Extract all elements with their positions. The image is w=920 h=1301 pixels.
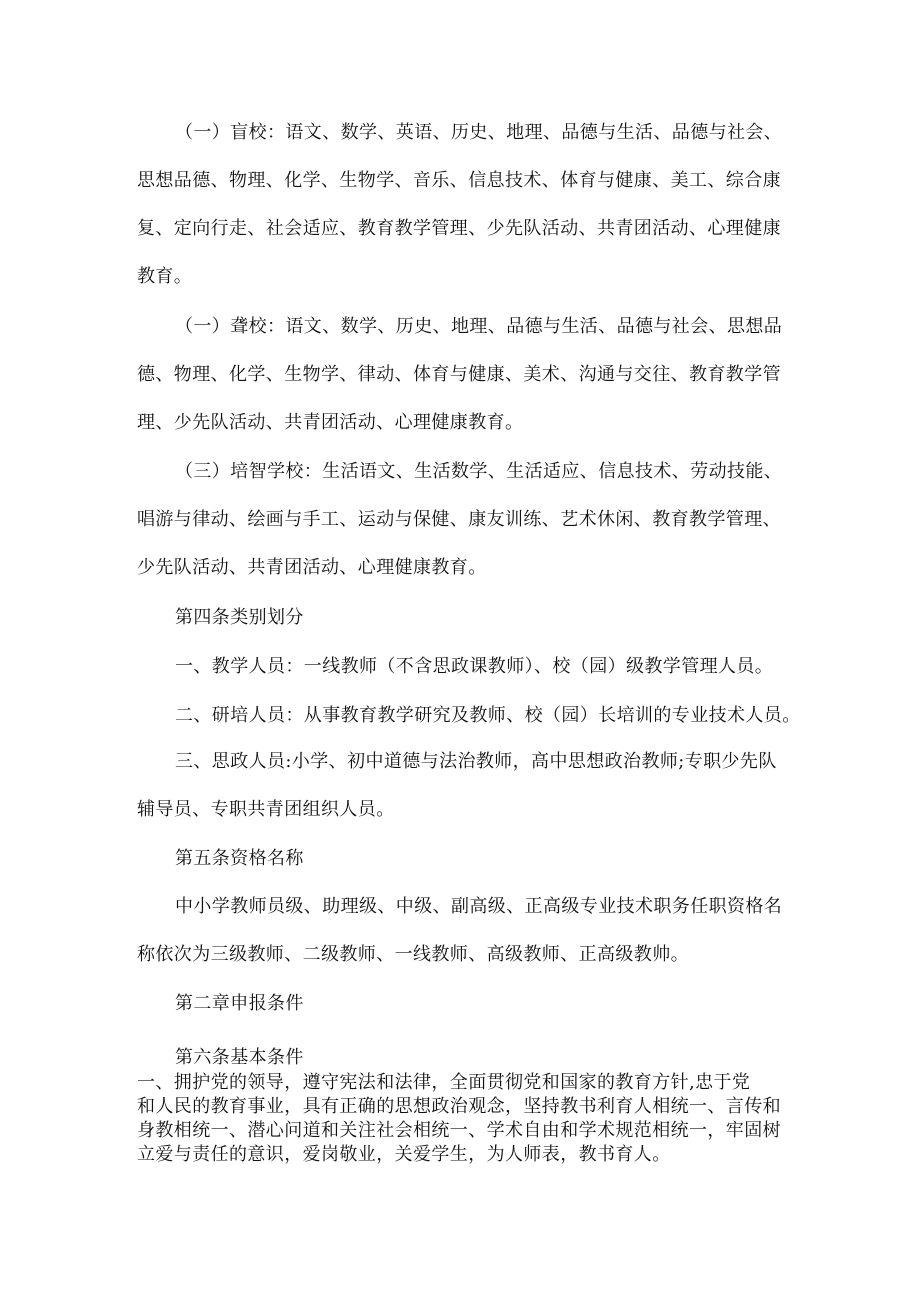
- article-6-item-1-line-2: 和人民的教育事业，具有正确的思想政治观念，坚持教书利育人相统一、言传和: [137, 1096, 781, 1117]
- article-4-heading: 第四条类别划分: [175, 607, 304, 628]
- paragraph-deaf-school-line-1: （一）聋校：语文、数学、历史、地理、品德与生活、品德与社会、思想品: [175, 316, 783, 337]
- paragraph-special-school-line-1: （三）培智学校：生活语文、生活数学、生活适应、信息技术、劳动技能、: [175, 461, 783, 482]
- paragraph-blind-school-line-4: 教育。: [137, 266, 193, 287]
- paragraph-deaf-school-line-3: 理、少先队活动、共青团活动、心理健康教育。: [137, 412, 524, 433]
- chapter-2-heading: 第二章申报条件: [175, 993, 304, 1014]
- article-4-item-3-line-1: 三、思政人员:小学、初中道德与法治教师，高中思想政治教师;专职少先队: [175, 751, 777, 772]
- article-4-item-3-line-2: 辅导员、专职共青团组织人员。: [137, 799, 395, 820]
- article-5-text-line-1: 中小学教师员级、助理级、中级、副高级、正高级专业技术职务任职资格名: [175, 896, 783, 917]
- article-4-item-1: 一、教学人员：一线教师（不含思政课教师）、校（园）级教学管理人员。: [175, 656, 774, 677]
- paragraph-special-school-line-3: 少先队活动、共青团活动、心理健康教育。: [137, 557, 487, 578]
- article-6-item-1-line-1: 一、拥护党的领导，遵守宪法和法律，全面贯彻党和国家的教育方针,忠于党: [137, 1072, 751, 1093]
- paragraph-deaf-school-line-2: 德、物理、化学、生物学、律动、体育与健康、美术、沟通与交往、教育教学管: [137, 364, 781, 385]
- paragraph-blind-school-line-3: 复、定向行走、社会适应、教育教学管理、少先队活动、共青团活动、心理健康: [137, 218, 781, 239]
- paragraph-special-school-line-2: 唱游与律动、绘画与手工、运动与保健、康友训练、艺术休闲、教育教学管理、: [137, 509, 781, 530]
- article-6-item-1-line-4: 立爱与责任的意识，爱岗敬业，关爱学生，为人师表，教书育人。: [137, 1144, 671, 1165]
- article-6-item-1-line-3: 身教相统一、潜心问道和关注社会相统一、学术自由和学术规范相统一，牢固树: [137, 1120, 781, 1141]
- article-5-text-line-2: 称依次为三级教师、二级教师、一线教师、高级教师、正高级教帅。: [137, 944, 689, 965]
- article-4-item-2: 二、研培人员：从事教育教学研究及教师、校（园）长培训的专业技术人员。: [175, 705, 801, 726]
- paragraph-blind-school-line-2: 思想品德、物理、化学、生物学、音乐、信息技术、体育与健康、美工、综合康: [137, 170, 781, 191]
- paragraph-blind-school-line-1: （一）盲校：语文、数学、英语、历史、地理、品德与生活、品德与社会、: [175, 122, 783, 143]
- article-6-heading: 第六条基本条件: [175, 1047, 304, 1068]
- article-5-heading: 第五条资格名称: [175, 848, 304, 869]
